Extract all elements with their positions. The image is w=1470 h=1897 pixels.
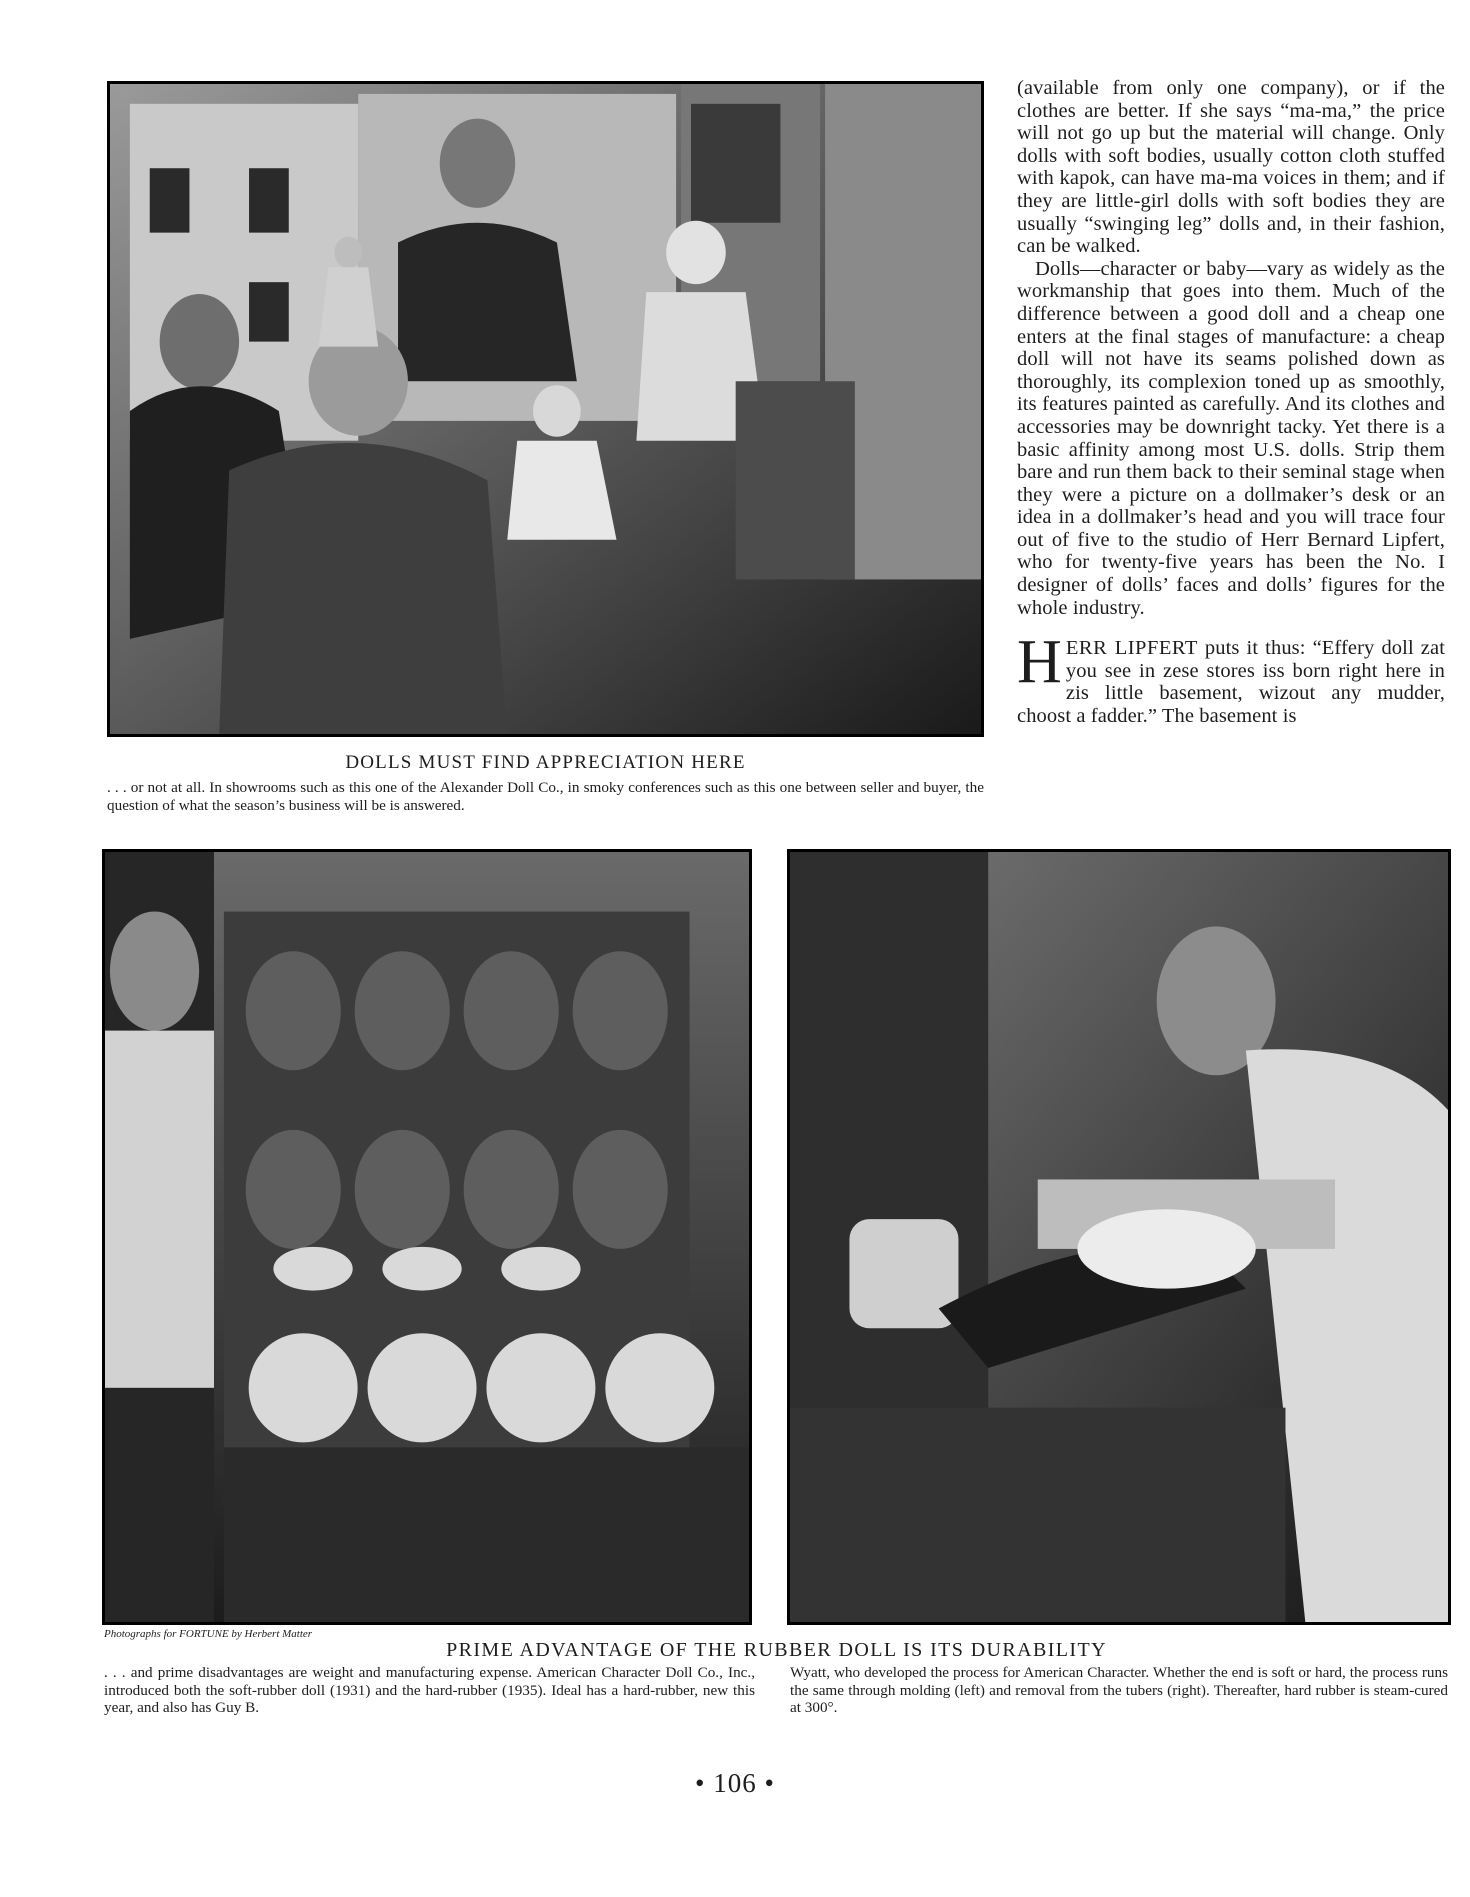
article-paragraph: (available from only one company), or if the clothes are better. If she says “ma-ma,” the price will not go up but the material will change. Only dolls with soft bodies, usually cotton cloth stuffed with kapok, can have ma-ma voices in them; and if they are little-girl dolls with soft bodies they are usually “swinging leg” dolls and, in their fashion, can be walked.	[1017, 77, 1445, 258]
article-text-column	[1017, 77, 1445, 728]
showroom-caption-title: DOLLS MUST FIND APPRECIATION HERE	[345, 752, 746, 773]
drop-cap: H	[1017, 628, 1062, 697]
rubber-doll-caption-body-left: . . . and prime disadvantages are weight and manufacturing expense. American Character Doll Co., Inc., introduced both the soft-rubber doll (1931) and the hard-rubber (1935). Ideal has a hard-rubber, new this year, and also has Guy B.	[104, 1664, 755, 1716]
removal-photo	[787, 849, 1451, 1625]
rubber-doll-caption-body-right: Wyatt, who developed the process for American Character. Whether the end is soft or hard, the process runs the same through molding (left) and removal from the tubers (right). Thereafter, hard rubber is steam-cured at 300°.	[790, 1664, 1448, 1716]
showroom-caption-body: . . . or not at all. In showrooms such as this one of the Alexander Doll Co., in smoky conferences such as this one between seller and buyer, the question of what the season’s business will be is answered.	[107, 779, 984, 814]
rubber-doll-caption-title: PRIME ADVANTAGE OF THE RUBBER DOLL IS ITS DURABILITY	[446, 1639, 1107, 1661]
article-paragraph: Dolls—character or baby—vary as widely as the workmanship that goes into them. Much of the difference between a good doll and a cheap one enters at the final stages of manufacture: a cheap doll will not have its seams polished down as thoroughly, its complexion toned up as smoothly, its features painted as carefully. And its clothes and accessories may be downright tacky. Yet there is a basic affinity among most U.S. dolls. Strip them bare and run them back to their seminal stage when they were a picture on a dollmaker’s desk or an idea in a dollmaker’s head and you will trace four out of five to the studio of Herr Bernard Lipfert, who for twenty-five years has been the No. I designer of dolls’ faces and dolls’ figures for the whole industry.	[1017, 257, 1445, 619]
removal-photo-image	[790, 852, 1448, 1622]
showroom-photo-image	[110, 84, 981, 734]
molding-photo-image	[105, 852, 749, 1622]
molding-photo	[102, 849, 752, 1625]
page-number: • 106 •	[695, 1768, 775, 1798]
showroom-photo	[107, 81, 984, 737]
lead-in: ERR LIPFERT	[1065, 637, 1198, 660]
paragraph-rest: puts it thus: “Effery doll zat you see in zese stores iss born right here in zis little basement, wizout any mudder, choost a fadder.” The basement is	[1017, 637, 1445, 728]
photo-credit: Photographs for FORTUNE by Herbert Matter	[104, 1628, 313, 1640]
article-paragraph-dropcap	[1017, 628, 1445, 728]
